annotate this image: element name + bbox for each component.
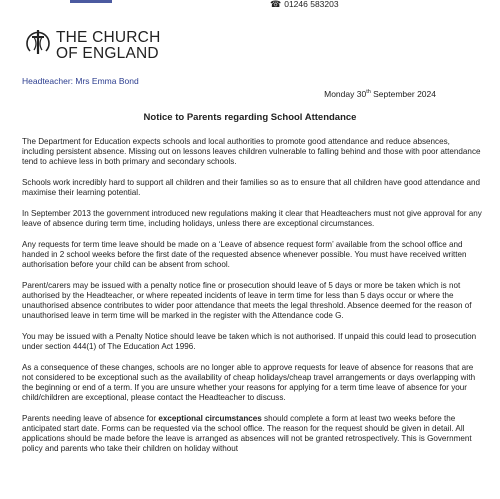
letter-date [324, 89, 436, 99]
emphasis-exceptional-circumstances: exceptional circumstances [158, 413, 262, 423]
paragraph: Schools work incredibly hard to support all children and their families so as to ensure that all children have good attendance and maximise their learning potential. [22, 178, 481, 198]
paragraph: As a consequence of these changes, schools are no longer able to approve requests for leave of absence for reasons that are not considered to be exceptional such as the availability of cheap holidays/cheap travel arrangements or days overlapping with the beginning or end of a term. If you are unsure whether your reasons for applying for a term time leave of absence for your child/children are exceptional, please contact the Headteacher to discuss. [22, 362, 476, 403]
paragraph: Parent/carers may be issued with a penalty notice fine or prosecution should leave of 5 days or more be taken which is not authorised by the Headteacher, or where repeated incidents of leave in term time for less than 5 days occur or where the unauthorised absence contributes to wider poor attendance that meets the legal threshold. Absence deemed for the reason of unauthorised leave in term time will be marked in the register with the Attendance code G. [22, 280, 472, 321]
logo-line-2: OF ENGLAND [56, 45, 159, 62]
telephone-icon: ☎ [270, 0, 282, 9]
church-of-england-cross-logo-icon [24, 26, 52, 56]
date-ordinal: th [366, 89, 371, 96]
headteacher-name: Headteacher: Mrs Emma Bond [22, 76, 139, 86]
date-suffix: September 2024 [370, 89, 436, 99]
notice-title: Notice to Parents regarding School Attendance [143, 112, 357, 123]
paragraph: In September 2013 the government introduced new regulations making it clear that Headteachers must not give approval for any leave of absence during term time, including holidays, unless there are exceptional circumstances. [22, 208, 482, 228]
top-strip [0, 0, 500, 9]
letter-body [22, 137, 484, 465]
date-prefix: Monday 30 [324, 89, 367, 99]
paragraph-exceptional-circumstances [22, 414, 484, 455]
paragraph: Any requests for term time leave should be made on a ‘Leave of absence request form’ available from the school office and handed in 2 school weeks before the first date of the requested absence whenever possible. You must have received written authorisation before your child can be absent from school. [22, 239, 467, 269]
paragraph-text-end: should complete a form at least two weeks before the anticipated start date. Forms can be requested via the school office. The reason for the request should be given in detail. All applications should be made before the leave is arranged as absences will not be granted retrospectively. This is Government policy and parents who take their children on holiday without [22, 413, 472, 454]
paragraph-text-start: Parents needing leave of absence for [22, 413, 159, 423]
cut-off-link-fragment [70, 0, 112, 3]
paragraph: You may be issued with a Penalty Notice should leave be taken which is not authorised. If unpaid this could lead to prosecution under section 444(1) of The Education Act 1996. [22, 331, 477, 351]
phone-number [270, 0, 339, 10]
logo-line-1: THE CHURCH [56, 29, 161, 46]
church-of-england-wordmark [56, 30, 160, 62]
phone-text: 01246 583203 [284, 0, 339, 9]
paragraph: The Department for Education expects schools and local authorities to promote good attendance and reduce absences, including persistent absence. Missing out on lessons leaves children vulnerable to falling behind and those with poor attendance tend to achieve less in both primary and secondary schools. [22, 137, 481, 167]
